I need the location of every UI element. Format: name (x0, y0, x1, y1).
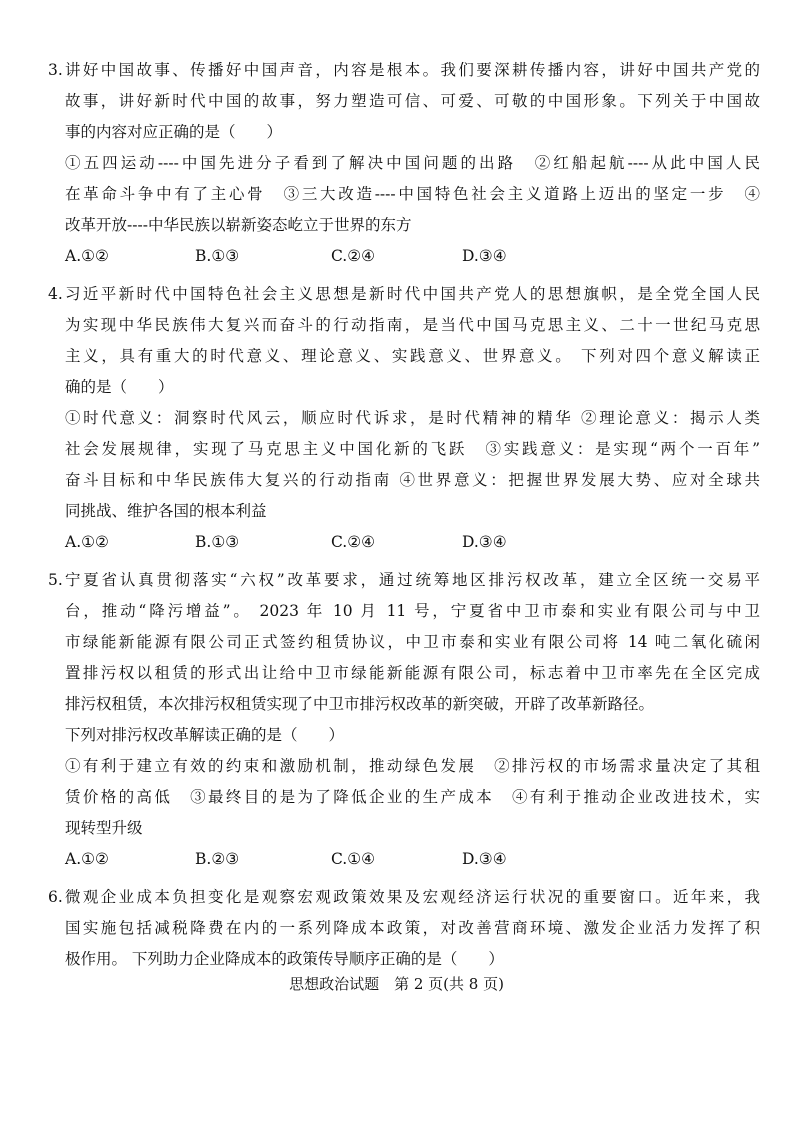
option-a[interactable]: A.①② (65, 247, 109, 265)
question-4 (48, 279, 760, 558)
question-text: 主义，具有重大的时代意义、理论意义、实践意义、世界意义。 下列对四个意义解读正 (65, 347, 760, 365)
question-text: 故事，讲好新时代中国的故事，努力塑造可信、可爱、可敬的中国形象。下列关于中国故 (65, 92, 760, 110)
question-text: 置排污权以租赁的形式出让给中卫市绿能新能源有限公司，标志着中卫市率先在全区完成 (65, 664, 760, 682)
option-b[interactable]: B.②③ (195, 850, 240, 868)
question-text: 微观企业成本负担变化是观察宏观政策效果及宏观经济运行状况的重要窗口。近年来，我 (65, 888, 760, 906)
question-6 (48, 882, 760, 975)
statement-text: ①有利于建立有效的约束和激励机制，推动绿色发展 ②排污权的市场需求量决定了其租 (65, 757, 760, 775)
answer-options (48, 527, 760, 558)
option-b[interactable]: B.①③ (195, 247, 240, 265)
question-text: 讲好中国故事、传播好中国声音，内容是根本。我们要深耕传播内容，讲好中国共产党的 (65, 61, 760, 79)
option-b[interactable]: B.①③ (195, 533, 240, 551)
question-text: 事的内容对应正确的是（ ） (65, 123, 283, 141)
question-number: 5. (48, 571, 63, 589)
question-number: 4. (48, 285, 63, 303)
option-c[interactable]: C.①④ (331, 850, 376, 868)
option-d[interactable]: D.③④ (462, 247, 507, 265)
option-a[interactable]: A.①② (65, 850, 109, 868)
answer-options (48, 241, 760, 272)
question-text: 台，推动“降污增益”。 2023 年 10 月 11 号，宁夏省中卫市泰和实业有限公司与中卫 (65, 602, 760, 620)
question-text: 宁夏省认真贯彻落实“六权”改革要求，通过统筹地区排污权改革，建立全区统一交易平 (65, 571, 760, 589)
page-footer: 思想政治试题 第 2 页(共 8 页) (289, 975, 504, 993)
question-number: 6. (48, 888, 63, 906)
question-5 (48, 565, 760, 875)
question-text: 为实现中华民族伟大复兴而奋斗的行动指南，是当代中国马克思主义、二十一世纪马克思 (65, 316, 760, 334)
option-c[interactable]: C.②④ (331, 533, 376, 551)
option-a[interactable]: A.①② (65, 533, 109, 551)
question-3 (48, 55, 760, 272)
answer-options (48, 844, 760, 875)
question-text: 习近平新时代中国特色社会主义思想是新时代中国共产党人的思想旗帜，是全党全国人民 (65, 285, 760, 303)
question-text: 下列对排污权改革解读正确的是（ ） (65, 726, 345, 744)
statement-text: 改革开放----中华民族以崭新姿态屹立于世界的东方 (65, 216, 412, 234)
statement-text: 社会发展规律，实现了马克思主义中国化新的飞跃 ③实践意义：是实现“两个一百年” (65, 440, 760, 458)
statement-text: 在革命斗争中有了主心骨 ③三大改造----中国特色社会主义道路上迈出的坚定一步 ④ (65, 185, 760, 203)
statement-text: ①时代意义：洞察时代风云，顺应时代诉求，是时代精神的精华 ②理论意义：揭示人类 (65, 409, 760, 427)
option-d[interactable]: D.③④ (462, 850, 507, 868)
statement-text: 现转型升级 (65, 819, 143, 837)
question-text: 市绿能新能源有限公司正式签约租赁协议，中卫市泰和实业有限公司将 14 吨二氧化硫闲 (65, 633, 760, 651)
question-text: 确的是（ ） (65, 378, 174, 396)
question-number: 3. (48, 61, 63, 79)
statement-text: 同挑战、维护各国的根本利益 (65, 502, 267, 520)
option-d[interactable]: D.③④ (462, 533, 507, 551)
question-text: 排污权租赁，本次排污权租赁实现了中卫市排污权改革的新突破，开辟了改革新路径。 (65, 695, 655, 713)
statement-text: 奋斗目标和中华民族伟大复兴的行动指南 ④世界意义：把握世界发展大势、应对全球共 (65, 471, 760, 489)
question-text: 国实施包括减税降费在内的一系列降成本政策，对改善营商环境、激发企业活力发挥了积 (65, 919, 760, 937)
question-text: 极作用。 下列助力企业降成本的政策传导顺序正确的是（ ） (65, 950, 504, 968)
statement-text: 赁价格的高低 ③最终目的是为了降低企业的生产成本 ④有利于推动企业改进技术，实 (65, 788, 760, 806)
option-c[interactable]: C.②④ (331, 247, 376, 265)
statement-text: ①五四运动----中国先进分子看到了解决中国问题的出路 ②红船起航----从此中国人民 (65, 154, 760, 172)
